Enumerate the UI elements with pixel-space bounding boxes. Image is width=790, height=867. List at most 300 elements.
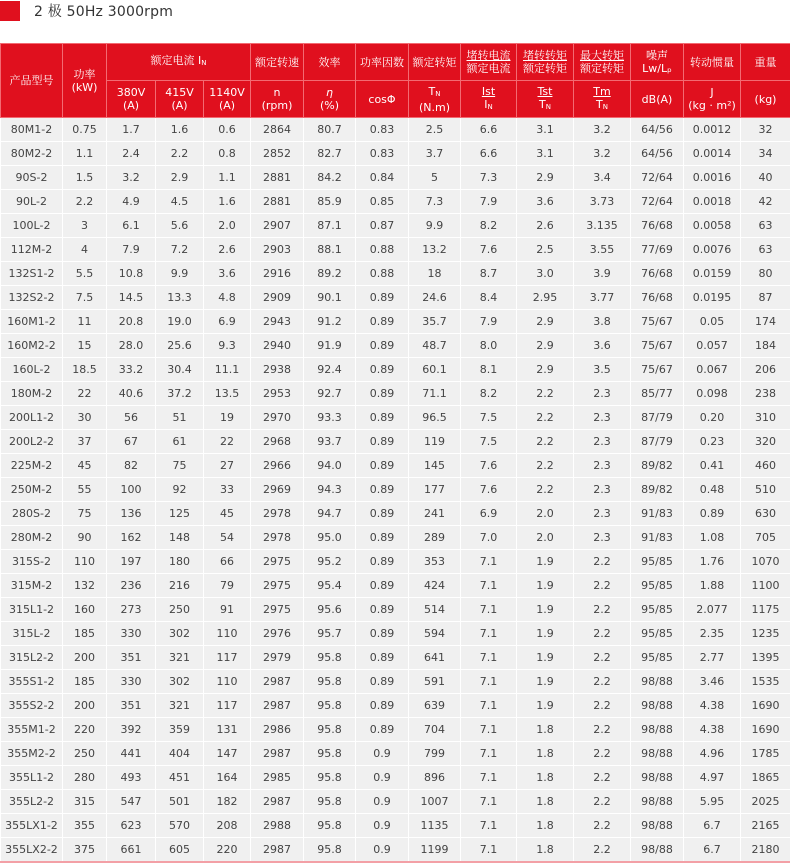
cell-inertia: 0.0018: [684, 190, 741, 214]
cell-model: 132S2-2: [1, 286, 63, 310]
table-row: [1, 406, 790, 430]
cell-inertia: 0.0195: [684, 286, 741, 310]
cell-rated-torque: 353: [409, 550, 461, 574]
cell-noise: 98/88: [631, 790, 684, 814]
table-header: [1, 44, 790, 118]
header-noise-unit: dB(A): [631, 81, 684, 118]
cell-tm-tn: 2.2: [574, 766, 631, 790]
cell-current-380v: 547: [107, 790, 156, 814]
cell-noise: 95/85: [631, 550, 684, 574]
cell-weight: 1070: [741, 550, 790, 574]
header-model: 产品型号: [1, 44, 63, 118]
cell-current-380v: 330: [107, 670, 156, 694]
cell-model: 315S-2: [1, 550, 63, 574]
table-row: [1, 118, 790, 142]
cell-noise: 76/68: [631, 214, 684, 238]
cell-efficiency: 95.8: [304, 694, 356, 718]
cell-tm-tn: 2.2: [574, 646, 631, 670]
header-power-factor: 功率因数: [356, 44, 409, 81]
cell-power-factor: 0.89: [356, 358, 409, 382]
cell-efficiency: 95.0: [304, 526, 356, 550]
cell-current-415v: 4.5: [156, 190, 204, 214]
table-row: [1, 550, 790, 574]
table-row: [1, 430, 790, 454]
cell-current-415v: 250: [156, 598, 204, 622]
cell-power-factor: 0.89: [356, 334, 409, 358]
cell-current-415v: 37.2: [156, 382, 204, 406]
cell-model: 112M-2: [1, 238, 63, 262]
cell-current-380v: 623: [107, 814, 156, 838]
cell-current-380v: 28.0: [107, 334, 156, 358]
cell-tst-tn: 2.95: [517, 286, 574, 310]
cell-tst-tn: 2.9: [517, 310, 574, 334]
cell-power: 185: [63, 670, 107, 694]
cell-model: 80M2-2: [1, 142, 63, 166]
cell-current-1140v: 4.8: [204, 286, 251, 310]
cell-power-factor: 0.83: [356, 142, 409, 166]
cell-power-factor: 0.9: [356, 766, 409, 790]
cell-tm-tn: 2.2: [574, 550, 631, 574]
cell-tm-tn: 3.73: [574, 190, 631, 214]
title-accent-square: [0, 1, 20, 21]
cell-ist-in: 8.7: [461, 262, 517, 286]
cell-tst-tn: 2.9: [517, 334, 574, 358]
cell-model: 355M1-2: [1, 718, 63, 742]
cell-tst-tn: 1.8: [517, 814, 574, 838]
cell-current-415v: 92: [156, 478, 204, 502]
cell-rated-torque: 799: [409, 742, 461, 766]
cell-power-factor: 0.89: [356, 430, 409, 454]
cell-current-1140v: 2.6: [204, 238, 251, 262]
table-row: [1, 694, 790, 718]
cell-current-1140v: 22: [204, 430, 251, 454]
table-body: [1, 118, 790, 863]
cell-power: 90: [63, 526, 107, 550]
cell-efficiency: 95.6: [304, 598, 356, 622]
cell-power: 200: [63, 694, 107, 718]
cell-weight: 42: [741, 190, 790, 214]
cell-ist-in: 7.5: [461, 406, 517, 430]
cell-inertia: 0.05: [684, 310, 741, 334]
cell-ist-in: 7.9: [461, 310, 517, 334]
cell-current-415v: 2.2: [156, 142, 204, 166]
cell-tm-tn: 2.2: [574, 574, 631, 598]
cell-current-1140v: 13.5: [204, 382, 251, 406]
cell-model: 160L-2: [1, 358, 63, 382]
cell-weight: 705: [741, 526, 790, 550]
cell-power-factor: 0.89: [356, 526, 409, 550]
cell-ist-in: 7.6: [461, 478, 517, 502]
cell-power: 1.5: [63, 166, 107, 190]
cell-power-factor: 0.89: [356, 550, 409, 574]
cell-tst-tn: 1.9: [517, 598, 574, 622]
cell-inertia: 0.067: [684, 358, 741, 382]
cell-current-415v: 216: [156, 574, 204, 598]
cell-ist-in: 8.2: [461, 382, 517, 406]
cell-tst-tn: 1.8: [517, 790, 574, 814]
cell-weight: 1865: [741, 766, 790, 790]
cell-current-415v: 25.6: [156, 334, 204, 358]
cell-tst-tn: 2.2: [517, 406, 574, 430]
cell-model: 355L1-2: [1, 766, 63, 790]
cell-model: 90L-2: [1, 190, 63, 214]
cell-tst-tn: 2.9: [517, 166, 574, 190]
header-weight: 重量: [741, 44, 790, 81]
cell-power: 18.5: [63, 358, 107, 382]
cell-rated-torque: 1199: [409, 838, 461, 863]
cell-model: 355S1-2: [1, 670, 63, 694]
cell-tm-tn: 2.2: [574, 718, 631, 742]
cell-inertia: 6.7: [684, 838, 741, 863]
cell-power: 2.2: [63, 190, 107, 214]
cell-efficiency: 95.8: [304, 646, 356, 670]
cell-current-415v: 7.2: [156, 238, 204, 262]
cell-model: 315M-2: [1, 574, 63, 598]
cell-current-380v: 351: [107, 646, 156, 670]
cell-rated-torque: 24.6: [409, 286, 461, 310]
cell-tst-tn: 2.2: [517, 454, 574, 478]
cell-current-1140v: 66: [204, 550, 251, 574]
cell-weight: 238: [741, 382, 790, 406]
cell-efficiency: 85.9: [304, 190, 356, 214]
cell-current-415v: 321: [156, 694, 204, 718]
cell-current-380v: 56: [107, 406, 156, 430]
cell-current-415v: 404: [156, 742, 204, 766]
cell-inertia: 0.41: [684, 454, 741, 478]
cell-weight: 1395: [741, 646, 790, 670]
cell-power: 375: [63, 838, 107, 863]
cell-inertia: 0.0014: [684, 142, 741, 166]
cell-inertia: 0.0058: [684, 214, 741, 238]
cell-current-380v: 136: [107, 502, 156, 526]
cell-weight: 1690: [741, 718, 790, 742]
cell-efficiency: 87.1: [304, 214, 356, 238]
cell-noise: 95/85: [631, 646, 684, 670]
cell-power: 1.1: [63, 142, 107, 166]
cell-model: 160M1-2: [1, 310, 63, 334]
cell-rated-speed: 2970: [251, 406, 304, 430]
cell-ist-in: 6.6: [461, 118, 517, 142]
cell-ist-in: 7.0: [461, 526, 517, 550]
cell-power: 0.75: [63, 118, 107, 142]
cell-weight: 206: [741, 358, 790, 382]
table-row: [1, 598, 790, 622]
cell-tst-tn: 1.8: [517, 838, 574, 863]
cell-power-factor: 0.9: [356, 814, 409, 838]
cell-rated-speed: 2864: [251, 118, 304, 142]
cell-inertia: 4.97: [684, 766, 741, 790]
cell-model: 225M-2: [1, 454, 63, 478]
cell-tst-tn: 3.6: [517, 190, 574, 214]
cell-inertia: 0.20: [684, 406, 741, 430]
cell-rated-speed: 2975: [251, 550, 304, 574]
cell-rated-torque: 177: [409, 478, 461, 502]
cell-weight: 510: [741, 478, 790, 502]
cell-rated-torque: 18: [409, 262, 461, 286]
cell-power-factor: 0.89: [356, 286, 409, 310]
cell-rated-torque: 896: [409, 766, 461, 790]
cell-ist-in: 8.2: [461, 214, 517, 238]
cell-power-factor: 0.89: [356, 574, 409, 598]
cell-tm-tn: 3.9: [574, 262, 631, 286]
header-inertia-unit: J (kg · m²): [684, 81, 741, 118]
cell-current-380v: 82: [107, 454, 156, 478]
cell-tm-tn: 2.2: [574, 814, 631, 838]
cell-weight: 320: [741, 430, 790, 454]
cell-weight: 2165: [741, 814, 790, 838]
cell-tst-tn: 2.0: [517, 502, 574, 526]
cell-noise: 98/88: [631, 694, 684, 718]
cell-tm-tn: 2.3: [574, 382, 631, 406]
cell-tm-tn: 2.3: [574, 406, 631, 430]
cell-ist-in: 7.1: [461, 790, 517, 814]
cell-noise: 89/82: [631, 454, 684, 478]
cell-power: 5.5: [63, 262, 107, 286]
cell-power: 7.5: [63, 286, 107, 310]
cell-current-415v: 30.4: [156, 358, 204, 382]
cell-current-380v: 7.9: [107, 238, 156, 262]
cell-power-factor: 0.9: [356, 838, 409, 863]
cell-inertia: 0.89: [684, 502, 741, 526]
table-row: [1, 166, 790, 190]
cell-current-415v: 359: [156, 718, 204, 742]
cell-power: 132: [63, 574, 107, 598]
table-row: [1, 766, 790, 790]
cell-model: 160M2-2: [1, 334, 63, 358]
cell-noise: 98/88: [631, 766, 684, 790]
cell-ist-in: 7.6: [461, 454, 517, 478]
cell-tm-tn: 2.3: [574, 502, 631, 526]
cell-efficiency: 95.8: [304, 790, 356, 814]
cell-current-380v: 10.8: [107, 262, 156, 286]
cell-efficiency: 95.4: [304, 574, 356, 598]
cell-weight: 1690: [741, 694, 790, 718]
header-efficiency: 效率: [304, 44, 356, 81]
cell-efficiency: 95.8: [304, 670, 356, 694]
cell-rated-speed: 2987: [251, 742, 304, 766]
cell-inertia: 1.88: [684, 574, 741, 598]
cell-rated-speed: 2987: [251, 838, 304, 863]
cell-ist-in: 7.6: [461, 238, 517, 262]
cell-model: 280M-2: [1, 526, 63, 550]
cell-tst-tn: 3.1: [517, 118, 574, 142]
cell-rated-torque: 5: [409, 166, 461, 190]
cell-ist-in: 7.1: [461, 814, 517, 838]
cell-current-380v: 100: [107, 478, 156, 502]
cell-tst-tn: 1.9: [517, 574, 574, 598]
cell-tm-tn: 2.3: [574, 454, 631, 478]
cell-current-380v: 236: [107, 574, 156, 598]
cell-tst-tn: 2.6: [517, 214, 574, 238]
cell-weight: 460: [741, 454, 790, 478]
table-row: [1, 382, 790, 406]
cell-tm-tn: 2.2: [574, 670, 631, 694]
cell-weight: 63: [741, 214, 790, 238]
cell-current-1140v: 1.1: [204, 166, 251, 190]
cell-tm-tn: 3.2: [574, 118, 631, 142]
cell-model: 315L1-2: [1, 598, 63, 622]
table-row: [1, 670, 790, 694]
header-rated-torque: 额定转矩: [409, 44, 461, 81]
cell-model: 355LX2-2: [1, 838, 63, 863]
cell-model: 200L2-2: [1, 430, 63, 454]
cell-model: 315L2-2: [1, 646, 63, 670]
table-row: [1, 814, 790, 838]
cell-tst-tn: 1.9: [517, 694, 574, 718]
cell-current-415v: 321: [156, 646, 204, 670]
header-efficiency-unit: η (%): [304, 81, 356, 118]
cell-current-415v: 302: [156, 670, 204, 694]
header-inertia: 转动惯量: [684, 44, 741, 81]
table-row: [1, 142, 790, 166]
cell-rated-speed: 2979: [251, 646, 304, 670]
cell-current-415v: 75: [156, 454, 204, 478]
cell-tm-tn: 2.3: [574, 430, 631, 454]
section-title-text: 2 极 50Hz 3000rpm: [34, 4, 174, 20]
cell-rated-speed: 2988: [251, 814, 304, 838]
cell-power: 315: [63, 790, 107, 814]
cell-current-415v: 61: [156, 430, 204, 454]
cell-ist-in: 6.6: [461, 142, 517, 166]
cell-inertia: 2.77: [684, 646, 741, 670]
cell-current-415v: 2.9: [156, 166, 204, 190]
cell-noise: 77/69: [631, 238, 684, 262]
cell-power-factor: 0.85: [356, 190, 409, 214]
cell-weight: 1100: [741, 574, 790, 598]
cell-power-factor: 0.83: [356, 118, 409, 142]
cell-rated-speed: 2916: [251, 262, 304, 286]
cell-rated-torque: 289: [409, 526, 461, 550]
cell-current-415v: 51: [156, 406, 204, 430]
cell-current-1140v: 220: [204, 838, 251, 863]
cell-current-380v: 4.9: [107, 190, 156, 214]
cell-rated-speed: 2986: [251, 718, 304, 742]
table-row: [1, 502, 790, 526]
cell-efficiency: 82.7: [304, 142, 356, 166]
cell-current-1140v: 164: [204, 766, 251, 790]
cell-current-380v: 2.4: [107, 142, 156, 166]
cell-tm-tn: 3.4: [574, 166, 631, 190]
cell-power-factor: 0.89: [356, 478, 409, 502]
table-row: [1, 262, 790, 286]
cell-current-1140v: 110: [204, 622, 251, 646]
cell-noise: 91/83: [631, 526, 684, 550]
cell-efficiency: 95.7: [304, 622, 356, 646]
cell-power-factor: 0.89: [356, 406, 409, 430]
cell-tst-tn: 2.2: [517, 430, 574, 454]
cell-power-factor: 0.87: [356, 214, 409, 238]
cell-rated-speed: 2969: [251, 478, 304, 502]
cell-tm-tn: 3.6: [574, 334, 631, 358]
cell-noise: 72/64: [631, 190, 684, 214]
cell-ist-in: 7.1: [461, 550, 517, 574]
cell-power-factor: 0.88: [356, 238, 409, 262]
cell-ist-in: 7.1: [461, 742, 517, 766]
cell-tst-tn: 2.9: [517, 358, 574, 382]
cell-current-415v: 180: [156, 550, 204, 574]
cell-tm-tn: 2.2: [574, 598, 631, 622]
cell-rated-speed: 2881: [251, 190, 304, 214]
cell-efficiency: 88.1: [304, 238, 356, 262]
cell-current-415v: 570: [156, 814, 204, 838]
cell-current-415v: 1.6: [156, 118, 204, 142]
cell-inertia: 1.76: [684, 550, 741, 574]
cell-current-380v: 162: [107, 526, 156, 550]
header-rated-speed: 额定转速: [251, 44, 304, 81]
cell-noise: 75/67: [631, 358, 684, 382]
cell-current-1140v: 9.3: [204, 334, 251, 358]
cell-tm-tn: 2.2: [574, 790, 631, 814]
cell-weight: 1235: [741, 622, 790, 646]
header-power-factor-unit: cosΦ: [356, 81, 409, 118]
cell-power-factor: 0.89: [356, 454, 409, 478]
cell-current-1140v: 27: [204, 454, 251, 478]
cell-current-380v: 20.8: [107, 310, 156, 334]
cell-tm-tn: 3.2: [574, 142, 631, 166]
cell-ist-in: 7.3: [461, 166, 517, 190]
cell-rated-torque: 96.5: [409, 406, 461, 430]
cell-ist-in: 7.1: [461, 694, 517, 718]
cell-current-1140v: 117: [204, 646, 251, 670]
cell-inertia: 0.0012: [684, 118, 741, 142]
table-row: [1, 742, 790, 766]
cell-current-415v: 501: [156, 790, 204, 814]
cell-power: 22: [63, 382, 107, 406]
cell-power-factor: 0.9: [356, 742, 409, 766]
cell-current-1140v: 2.0: [204, 214, 251, 238]
cell-tm-tn: 3.77: [574, 286, 631, 310]
cell-rated-torque: 1007: [409, 790, 461, 814]
cell-weight: 1785: [741, 742, 790, 766]
cell-tst-tn: 2.5: [517, 238, 574, 262]
cell-rated-torque: 60.1: [409, 358, 461, 382]
cell-ist-in: 7.1: [461, 838, 517, 863]
header-380v: 380V (A): [107, 81, 156, 118]
header-torque-unit: $T_N$ (N.m): [409, 81, 461, 118]
header-locked-torque-ratio: 堵转转矩 额定转矩: [517, 44, 574, 81]
cell-inertia: 0.23: [684, 430, 741, 454]
cell-ist-in: 7.1: [461, 574, 517, 598]
cell-current-380v: 67: [107, 430, 156, 454]
cell-model: 90S-2: [1, 166, 63, 190]
cell-current-415v: 125: [156, 502, 204, 526]
cell-tst-tn: 1.8: [517, 718, 574, 742]
cell-ist-in: 7.1: [461, 718, 517, 742]
cell-efficiency: 95.8: [304, 838, 356, 863]
cell-current-1140v: 3.6: [204, 262, 251, 286]
cell-noise: 64/56: [631, 142, 684, 166]
cell-weight: 2180: [741, 838, 790, 863]
cell-efficiency: 84.2: [304, 166, 356, 190]
cell-weight: 1175: [741, 598, 790, 622]
cell-rated-speed: 2976: [251, 622, 304, 646]
header-415v: 415V (A): [156, 81, 204, 118]
cell-rated-torque: 2.5: [409, 118, 461, 142]
cell-model: 200L1-2: [1, 406, 63, 430]
cell-rated-speed: 2909: [251, 286, 304, 310]
cell-inertia: 0.0159: [684, 262, 741, 286]
cell-noise: 95/85: [631, 622, 684, 646]
cell-tst-tn: 3.0: [517, 262, 574, 286]
cell-weight: 630: [741, 502, 790, 526]
cell-ist-in: 7.5: [461, 430, 517, 454]
cell-current-1140v: 110: [204, 670, 251, 694]
cell-power: 45: [63, 454, 107, 478]
header-weight-unit: (kg): [741, 81, 790, 118]
cell-rated-torque: 1135: [409, 814, 461, 838]
cell-ist-in: 8.0: [461, 334, 517, 358]
cell-current-380v: 351: [107, 694, 156, 718]
